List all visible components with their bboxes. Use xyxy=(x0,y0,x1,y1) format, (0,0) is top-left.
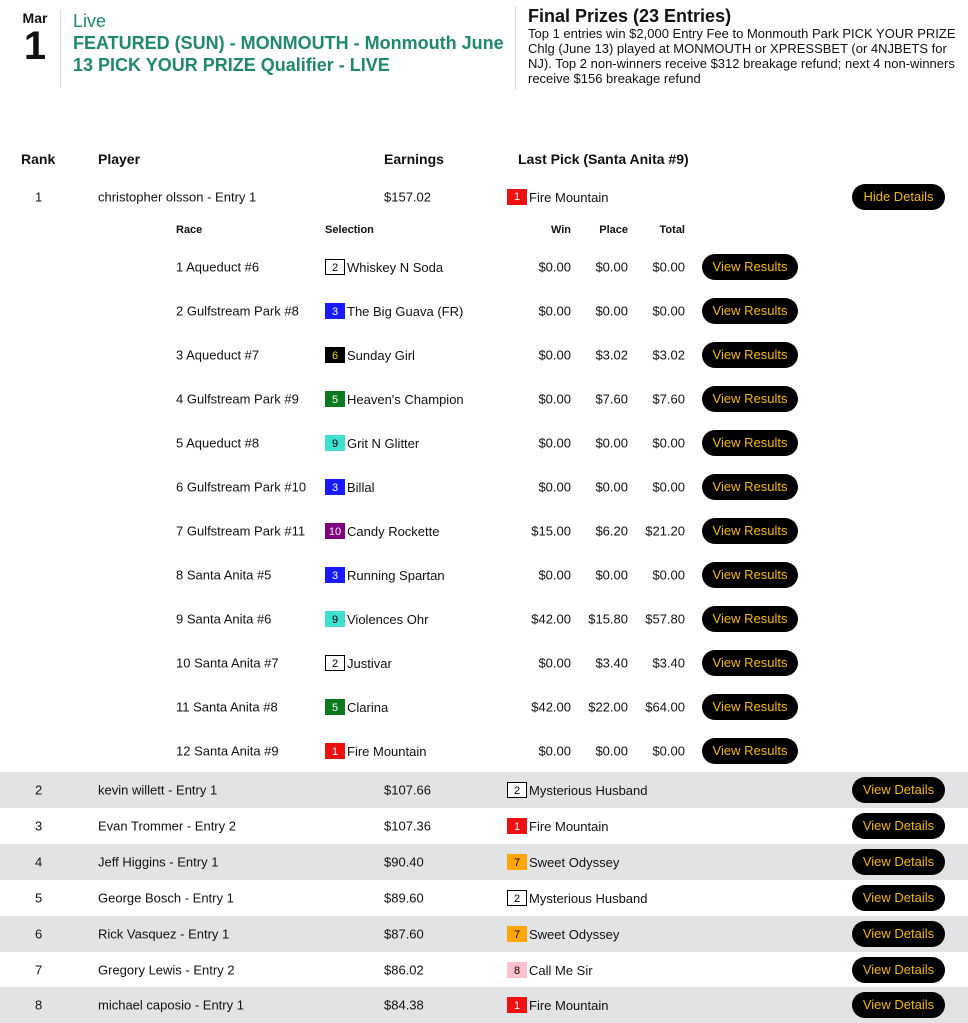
saddle-cloth-number: 1 xyxy=(507,818,527,834)
saddle-cloth-number: 9 xyxy=(325,435,345,451)
saddle-cloth-number: 2 xyxy=(507,890,527,906)
selection xyxy=(325,567,445,583)
view-details-button[interactable]: View Details xyxy=(852,957,945,983)
horse-name: Sunday Girl xyxy=(347,347,415,363)
win-amount: $0.00 xyxy=(538,347,571,363)
hide-details-button[interactable]: Hide Details xyxy=(852,184,945,210)
place-amount: $15.80 xyxy=(588,611,628,627)
view-results-button[interactable]: View Results xyxy=(702,386,798,412)
row-earnings: $87.60 xyxy=(384,926,424,942)
horse-name: Justivar xyxy=(347,655,392,671)
header-earnings: Earnings xyxy=(384,151,444,167)
selection xyxy=(325,259,443,275)
race-detail-row xyxy=(0,293,968,329)
saddle-cloth-number: 2 xyxy=(325,259,345,275)
horse-name: Sweet Odyssey xyxy=(529,926,620,942)
selection xyxy=(325,347,415,363)
saddle-cloth-number: 6 xyxy=(325,347,345,363)
row-earnings: $107.36 xyxy=(384,818,431,834)
row-rank: 8 xyxy=(35,997,43,1013)
place-amount: $22.00 xyxy=(588,699,628,715)
race-name: 6 Gulfstream Park #10 xyxy=(176,479,307,495)
race-detail-row xyxy=(0,469,968,505)
event-info xyxy=(60,10,513,88)
horse-name: Call Me Sir xyxy=(529,962,593,978)
horse-name: Running Spartan xyxy=(347,567,445,583)
horse-name: Sweet Odyssey xyxy=(529,854,620,870)
race-detail-row xyxy=(0,601,968,637)
saddle-cloth-number: 9 xyxy=(325,611,345,627)
view-details-button[interactable]: View Details xyxy=(852,921,945,947)
saddle-cloth-number: 3 xyxy=(325,303,345,319)
row-player: Gregory Lewis - Entry 2 xyxy=(98,962,235,978)
row-earnings: $90.40 xyxy=(384,854,424,870)
saddle-cloth-number: 10 xyxy=(325,523,345,539)
row-last-pick xyxy=(507,854,619,870)
row-player: George Bosch - Entry 1 xyxy=(98,890,234,906)
view-results-button[interactable]: View Results xyxy=(702,430,798,456)
header-last-pick: Last Pick (Santa Anita #9) xyxy=(518,151,689,167)
place-amount: $0.00 xyxy=(595,303,628,319)
prizes-panel xyxy=(515,6,968,90)
horse-name: Fire Mountain xyxy=(347,743,427,759)
race-detail-row xyxy=(0,381,968,417)
detail-header-total: Total xyxy=(659,224,685,236)
win-amount: $0.00 xyxy=(538,479,571,495)
horse-name: Clarina xyxy=(347,699,389,715)
date-month: Mar xyxy=(22,10,48,26)
place-amount: $0.00 xyxy=(595,479,628,495)
prizes-description: Top 1 entries win $2,000 Entry Fee to Monmouth Park PICK YOUR PRIZE Chlg (June 13) played at MONMOUTH or XPRESSBET (or 4NJBETS for NJ). Top 2 non-winners receive $312 breakage refund; next 4 non-winners receive $156 breakage refund xyxy=(528,26,956,86)
total-amount: $7.60 xyxy=(652,391,685,407)
detail-header-place: Place xyxy=(599,224,628,236)
view-details-button[interactable]: View Details xyxy=(852,885,945,911)
saddle-cloth-number: 1 xyxy=(507,997,527,1013)
win-amount: $0.00 xyxy=(538,655,571,671)
horse-name: Mysterious Husband xyxy=(529,890,648,906)
win-amount: $0.00 xyxy=(538,567,571,583)
row-rank: 5 xyxy=(35,890,43,906)
race-detail-row xyxy=(0,689,968,725)
horse-name: The Big Guava (FR) xyxy=(347,303,464,319)
total-amount: $0.00 xyxy=(652,479,685,495)
event-date xyxy=(17,10,53,66)
place-amount: $0.00 xyxy=(595,567,628,583)
event-status: Live xyxy=(73,11,107,31)
place-amount: $3.40 xyxy=(595,655,628,671)
race-detail-row xyxy=(0,513,968,549)
total-amount: $3.40 xyxy=(652,655,685,671)
selection xyxy=(325,391,464,407)
selection xyxy=(325,611,428,627)
place-amount: $0.00 xyxy=(595,259,628,275)
win-amount: $0.00 xyxy=(538,435,571,451)
horse-name: Candy Rockette xyxy=(347,523,440,539)
detail-header-race: Race xyxy=(176,224,203,236)
leaderboard-row xyxy=(0,880,968,916)
saddle-cloth-number: 8 xyxy=(507,962,527,978)
race-detail-row xyxy=(0,645,968,681)
row-player: Rick Vasquez - Entry 1 xyxy=(98,926,230,942)
header-rank: Rank xyxy=(21,151,56,167)
horse-name: Fire Mountain xyxy=(529,997,609,1013)
place-amount: $0.00 xyxy=(595,743,628,759)
win-amount: $0.00 xyxy=(538,259,571,275)
race-detail-row xyxy=(0,733,968,769)
selection xyxy=(325,699,388,715)
total-amount: $0.00 xyxy=(652,567,685,583)
total-amount: $21.20 xyxy=(645,523,685,539)
race-detail-row xyxy=(0,425,968,461)
race-name: 2 Gulfstream Park #8 xyxy=(176,303,299,319)
horse-name: Heaven's Champion xyxy=(347,391,464,407)
row-last-pick xyxy=(507,962,593,978)
detail-header-win: Win xyxy=(550,224,571,236)
leaderboard-row xyxy=(0,808,968,844)
leaderboard-row xyxy=(0,987,968,1023)
horse-name: Whiskey N Soda xyxy=(347,259,444,275)
win-amount: $0.00 xyxy=(538,391,571,407)
view-details-button[interactable]: View Details xyxy=(852,777,945,803)
row-last-pick xyxy=(507,890,648,906)
horse-name: Fire Mountain xyxy=(529,818,609,834)
race-name: 12 Santa Anita #9 xyxy=(176,743,279,759)
view-results-button[interactable]: View Results xyxy=(702,694,798,720)
saddle-cloth-number: 7 xyxy=(507,854,527,870)
view-results-button[interactable]: View Results xyxy=(702,606,798,632)
leaderboard-row xyxy=(0,916,968,952)
view-results-button[interactable]: View Results xyxy=(702,518,798,544)
view-results-button[interactable]: View Results xyxy=(702,298,798,324)
row-earnings: $157.02 xyxy=(384,189,431,205)
view-details-button[interactable]: View Details xyxy=(852,992,945,1018)
view-results-button[interactable]: View Results xyxy=(702,342,798,368)
view-results-button[interactable]: View Results xyxy=(702,650,798,676)
win-amount: $0.00 xyxy=(538,743,571,759)
place-amount: $7.60 xyxy=(595,391,628,407)
row-player: christopher olsson - Entry 1 xyxy=(98,189,257,205)
row-earnings: $107.66 xyxy=(384,782,431,798)
place-amount: $0.00 xyxy=(595,435,628,451)
race-name: 1 Aqueduct #6 xyxy=(176,259,260,275)
horse-name: Violences Ohr xyxy=(347,611,429,627)
row-player: kevin willett - Entry 1 xyxy=(98,782,218,798)
race-name: 11 Santa Anita #8 xyxy=(176,699,278,715)
selection xyxy=(325,303,463,319)
leaderboard-row xyxy=(0,772,968,808)
race-name: 3 Aqueduct #7 xyxy=(176,347,260,363)
race-name: 4 Gulfstream Park #9 xyxy=(176,391,299,407)
row-player: michael caposio - Entry 1 xyxy=(98,997,244,1013)
row-last-pick xyxy=(507,926,619,942)
race-detail-row xyxy=(0,249,968,285)
leaderboard-row xyxy=(0,952,968,988)
saddle-cloth-number: 5 xyxy=(325,391,345,407)
row-rank: 7 xyxy=(35,962,43,978)
detail-header-selection: Selection xyxy=(325,224,374,236)
view-results-button[interactable]: View Results xyxy=(702,738,798,764)
row-last-pick xyxy=(507,782,648,798)
horse-name: Fire Mountain xyxy=(529,189,609,205)
win-amount: $42.00 xyxy=(531,611,571,627)
row-player: Evan Trommer - Entry 2 xyxy=(98,818,236,834)
place-amount: $6.20 xyxy=(595,523,628,539)
row-earnings: $89.60 xyxy=(384,890,424,906)
race-name: 8 Santa Anita #5 xyxy=(176,567,272,583)
row-earnings: $86.02 xyxy=(384,962,424,978)
race-detail-row xyxy=(0,557,968,593)
saddle-cloth-number: 1 xyxy=(325,743,345,759)
win-amount: $15.00 xyxy=(531,523,571,539)
horse-name: Billal xyxy=(347,479,375,495)
race-name: 7 Gulfstream Park #11 xyxy=(176,523,306,539)
header-player: Player xyxy=(98,151,141,167)
total-amount: $64.00 xyxy=(645,699,685,715)
row-last-pick xyxy=(507,818,608,834)
saddle-cloth-number: 2 xyxy=(507,782,527,798)
row-rank: 2 xyxy=(35,782,43,798)
row-earnings: $84.38 xyxy=(384,997,424,1013)
selection xyxy=(325,743,426,759)
horse-name: Grit N Glitter xyxy=(347,435,420,451)
view-results-button[interactable]: View Results xyxy=(702,562,798,588)
row-rank: 6 xyxy=(35,926,43,942)
view-details-button[interactable]: View Details xyxy=(852,849,945,875)
selection xyxy=(325,435,419,451)
row-player: Jeff Higgins - Entry 1 xyxy=(98,854,219,870)
row-rank: 1 xyxy=(35,189,43,205)
saddle-cloth-number: 1 xyxy=(507,189,527,205)
event-title: FEATURED (SUN) - MONMOUTH - Monmouth June 13 PICK YOUR PRIZE Qualifier - LIVE xyxy=(73,33,504,75)
race-name: 5 Aqueduct #8 xyxy=(176,435,260,451)
leaderboard-row-expanded xyxy=(0,179,968,215)
horse-name: Mysterious Husband xyxy=(529,782,648,798)
view-results-button[interactable]: View Results xyxy=(702,474,798,500)
win-amount: $0.00 xyxy=(538,303,571,319)
prizes-title: Final Prizes (23 Entries) xyxy=(528,6,732,26)
race-name: 9 Santa Anita #6 xyxy=(176,611,272,627)
view-details-button[interactable]: View Details xyxy=(852,813,945,839)
total-amount: $0.00 xyxy=(652,743,685,759)
saddle-cloth-number: 2 xyxy=(325,655,345,671)
row-last-pick xyxy=(507,189,608,205)
total-amount: $57.80 xyxy=(645,611,685,627)
race-name: 10 Santa Anita #7 xyxy=(176,655,279,671)
total-amount: $0.00 xyxy=(652,303,685,319)
row-rank: 4 xyxy=(35,854,43,870)
total-amount: $0.00 xyxy=(652,435,685,451)
total-amount: $3.02 xyxy=(652,347,685,363)
view-results-button[interactable]: View Results xyxy=(702,254,798,280)
win-amount: $42.00 xyxy=(531,699,571,715)
place-amount: $3.02 xyxy=(595,347,628,363)
selection xyxy=(325,655,392,671)
row-last-pick xyxy=(507,997,608,1013)
selection xyxy=(325,523,440,539)
saddle-cloth-number: 3 xyxy=(325,479,345,495)
row-rank: 3 xyxy=(35,818,43,834)
saddle-cloth-number: 5 xyxy=(325,699,345,715)
selection xyxy=(325,479,374,495)
leaderboard-row xyxy=(0,844,968,880)
total-amount: $0.00 xyxy=(652,259,685,275)
saddle-cloth-number: 7 xyxy=(507,926,527,942)
date-day: 1 xyxy=(23,24,47,68)
saddle-cloth-number: 3 xyxy=(325,567,345,583)
race-detail-row xyxy=(0,337,968,373)
